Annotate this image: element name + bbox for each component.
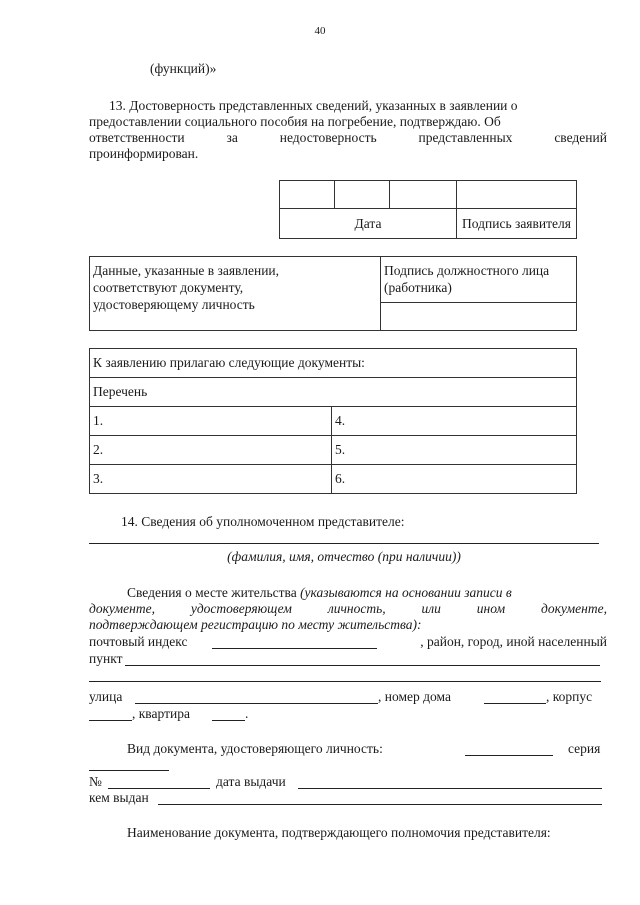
street-field[interactable] (135, 703, 378, 704)
issued-by-field[interactable] (158, 804, 602, 805)
date-box[interactable] (280, 181, 335, 209)
building-label: , корпус (546, 689, 593, 704)
settlement-field[interactable] (125, 665, 600, 666)
district-label: , район, город, иной населенный (420, 634, 607, 649)
postal-field[interactable] (212, 648, 377, 649)
building-field[interactable] (89, 720, 132, 721)
id-doc-type-field[interactable] (465, 755, 553, 756)
functions-fragment: (функций)» (150, 61, 217, 76)
s13-word: ответственности (89, 130, 185, 145)
date-label: Дата (280, 209, 457, 239)
s13-line3 (89, 129, 607, 146)
official-signature-label: Подпись должностного лица (384, 263, 550, 278)
series-field[interactable] (89, 770, 169, 771)
official-signature-box[interactable] (381, 303, 577, 331)
residence-label: Сведения о месте жительства (127, 585, 297, 600)
documents-header: К заявлению прилагаю следующие документы: (90, 349, 577, 378)
house-field[interactable] (484, 703, 546, 704)
verification-text: Данные, указанные в заявлении, (93, 263, 280, 278)
residence-word: удостоверяющем (190, 601, 292, 616)
fio-caption: (фамилия, имя, отчество (при наличии)) (227, 549, 461, 564)
issue-date-label: дата выдачи (216, 774, 286, 789)
verification-text: соответствуют документу, (93, 280, 244, 295)
documents-table (89, 348, 577, 494)
document-item[interactable]: 1. (90, 407, 332, 436)
document-item[interactable]: 6. (332, 465, 577, 494)
official-signature-label-cell (381, 257, 577, 303)
apartment-label: , квартира (132, 706, 190, 721)
signature-table (279, 180, 577, 239)
s13-line4: проинформирован. (89, 146, 199, 161)
residence-word: документе, (89, 601, 155, 616)
apartment-field[interactable] (212, 720, 245, 721)
document-item[interactable]: 2. (90, 436, 332, 465)
signature-label: Подпись заявителя (457, 209, 577, 239)
verification-data-cell (90, 257, 381, 331)
s14-title: 14. Сведения об уполномоченном представителе: (121, 514, 405, 529)
authority-doc-label: Наименование документа, подтверждающего полномочия представителя: (127, 825, 551, 840)
s13-word: недостоверность (279, 130, 377, 145)
residence-line3: подтверждающем регистрацию по месту жительства): (89, 617, 422, 632)
s13-word: за (226, 130, 238, 145)
settlement-label: пункт (89, 651, 123, 666)
settlement-field-extra[interactable] (89, 681, 601, 682)
official-signature-label: (работника) (384, 280, 452, 295)
date-box[interactable] (390, 181, 457, 209)
residence-word: ином (476, 601, 506, 616)
s13-line2: предоставлении социального пособия на погребение, подтверждаю. Об (89, 114, 501, 129)
issue-date-field[interactable] (298, 788, 602, 789)
residence-note: (указываются на основании записи в (300, 585, 512, 600)
document-item[interactable]: 5. (332, 436, 577, 465)
street-label: улица (89, 689, 123, 704)
residence-line2 (89, 600, 607, 617)
residence-word: или (421, 601, 441, 616)
document-item[interactable]: 3. (90, 465, 332, 494)
end-dot: . (245, 706, 249, 721)
id-doc-label: Вид документа, удостоверяющего личность: (127, 741, 383, 756)
number-label: № (89, 774, 102, 789)
verification-text: удостоверяющему личность (93, 297, 255, 312)
s13-line1: 13. Достоверность представленных сведений, указанных в заявлении о (109, 98, 518, 113)
issued-by-label: кем выдан (89, 790, 149, 805)
page-number: 40 (314, 25, 326, 37)
document-item[interactable]: 4. (332, 407, 577, 436)
verification-table (89, 256, 577, 331)
documents-list-label: Перечень (90, 378, 577, 407)
residence-word: личность, (327, 601, 386, 616)
postal-label: почтовый индекс (89, 634, 188, 649)
fio-field[interactable] (89, 543, 599, 544)
s13-word: сведений (554, 130, 607, 145)
residence-word: документе, (540, 601, 607, 616)
s13-word: представленных (418, 130, 513, 145)
house-label: , номер дома (378, 689, 451, 704)
series-label: серия (568, 741, 601, 756)
residence-line1 (127, 584, 512, 601)
signature-box[interactable] (457, 181, 577, 209)
date-box[interactable] (335, 181, 390, 209)
